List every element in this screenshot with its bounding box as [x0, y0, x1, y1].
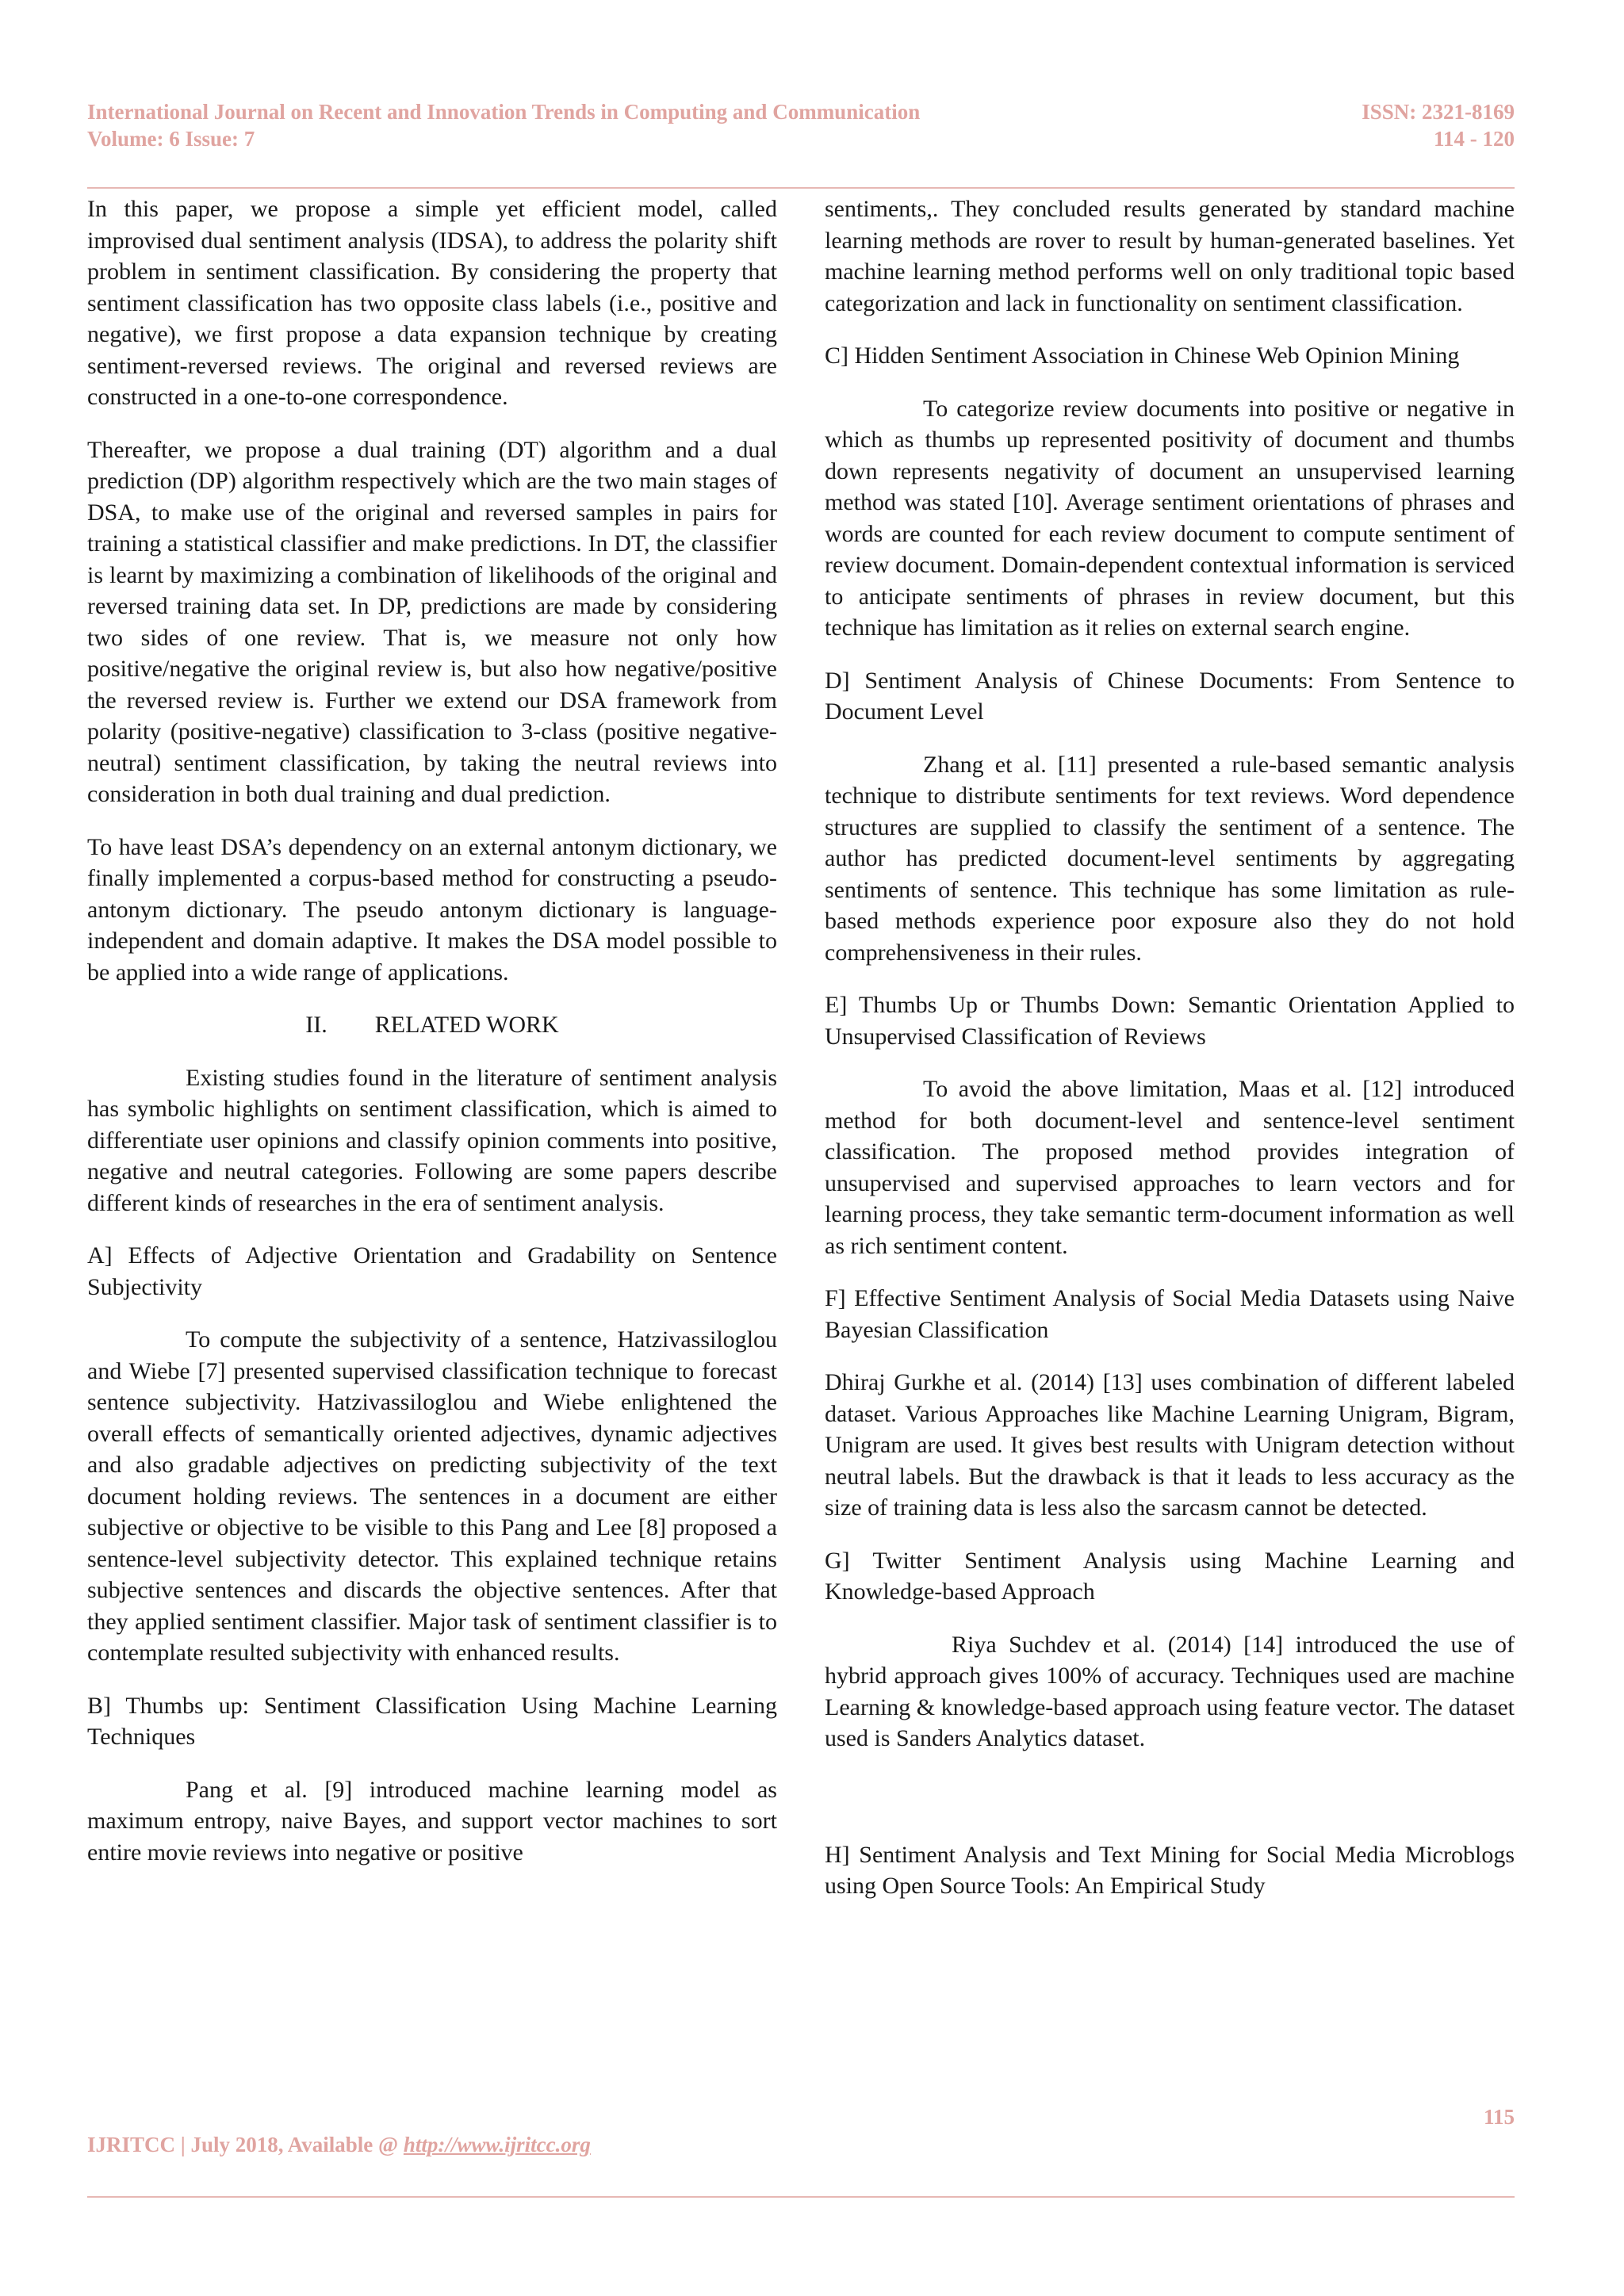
- paragraph: Existing studies found in the literature of sentiment analysis has symbolic highlights on sentiment classification, which is aimed to differentiate user opinions and classify opinion comments into positive, negative and neutral categories. Following are some papers describe different kinds of researches in the era of sentiment analysis.: [87, 1064, 777, 1216]
- journal-title: International Journal on Recent and Innovation Trends in Computing and Communication: [87, 100, 921, 124]
- right-column: [825, 193, 1515, 1923]
- paragraph: Pang et al. [9] introduced machine learning model as maximum entropy, naive Bayes, and support vector machines to sort entire movie reviews into negative or positive: [87, 1776, 777, 1866]
- page-number: 115: [1483, 2105, 1515, 2129]
- paragraph: sentiments,. They concluded results generated by standard machine learning methods are rover to result by human-generated baselines. Yet machine learning method performs well on only traditional topic based categorization and lack in functionality on sentiment classification.: [825, 196, 1515, 316]
- left-column: [87, 193, 777, 1889]
- subsection-heading: G] Twitter Sentiment Analysis using Machine Learning and Knowledge-based Approach: [825, 1547, 1515, 1605]
- paragraph: To avoid the above limitation, Maas et al. [12] introduced method for both document-level and sentence-level sentiment classification. The proposed method provides integration of unsupervised and supervised approaches to learn vectors and for learning process, they take semantic term-document information as well as rich sentiment content.: [825, 1076, 1515, 1259]
- running-header-right: [1362, 98, 1515, 152]
- issn: ISSN: 2321-8169: [1362, 100, 1515, 124]
- running-header-left: [87, 98, 920, 152]
- subsection-heading: F] Effective Sentiment Analysis of Social Media Datasets using Naive Bayesian Classification: [825, 1285, 1515, 1343]
- paragraph: Zhang et al. [11] presented a rule-based semantic analysis technique to distribute sentiments for text reviews. Word dependence structures are supplied to classify the sentiment of a sentence. The author has predicted document-level sentiments by aggregating sentiments of sentence. This technique has some limitation as rule-based methods experience poor exposure also they do not hold comprehensiveness in their rules.: [825, 751, 1515, 966]
- journal-link[interactable]: http://www.ijritcc.org: [403, 2133, 591, 2156]
- paragraph: Riya Suchdev et al. (2014) [14] introduced the use of hybrid approach gives 100% of accuracy. Techniques used are machine Learning & knowledge-based approach using feature vector. The dataset used is Sanders Analytics dataset.: [825, 1631, 1515, 1751]
- paragraph: To categorize review documents into positive or negative in which as thumbs up represented positivity of document and thumbs down represents negativity of document an unsupervised learning method was stated [10]. Average sentiment orientations of phrases and words are counted for each review document to compute sentiment of review document. Domain-dependent contextual information is serviced to anticipate sentiments of phrases in review document, but this technique has limitation as it relies on external search engine.: [825, 395, 1515, 641]
- header-rule: [87, 187, 1515, 189]
- paragraph: To have least DSA’s dependency on an external antonym dictionary, we finally implemented a corpus-based method for constructing a pseudo-antonym dictionary. The pseudo antonym dictionary is language-independent and domain adaptive. It makes the DSA model possible to be applied into a wide range of applications.: [87, 833, 777, 985]
- subsection-heading: B] Thumbs up: Sentiment Classification Using Machine Learning Techniques: [87, 1692, 777, 1750]
- spacer: [825, 1776, 1515, 1839]
- paragraph: In this paper, we propose a simple yet efficient model, called improvised dual sentiment analysis (IDSA), to address the polarity shift problem in sentiment classification. By considering the property that sentiment classification has two opposite class labels (i.e., positive and negative), we first propose a data expansion technique by creating sentiment-reversed reviews. The original and reversed reviews are constructed in a one-to-one correspondence.: [87, 196, 777, 410]
- page-range: 114 - 120: [1433, 127, 1515, 151]
- paragraph: To compute the subjectivity of a sentence, Hatzivassiloglou and Wiebe [7] presented supervised classification technique to forecast sentence subjectivity. Hatzivassiloglou and Wiebe enlightened the overall effects of semantically oriented adjectives, dynamic adjectives and also gradable adjectives on predicting subjectivity of the text document holding reviews. The sentences in a document are either subjective or objective to be visible to this Pang and Lee [8] proposed a sentence-level subjectivity detector. This explained technique retains subjective sentences and discards the objective sentences. After that they applied sentiment classifier. Major task of sentiment classifier is to contemplate resulted subjectivity with enhanced results.: [87, 1326, 777, 1666]
- subsection-heading: C] Hidden Sentiment Association in Chinese Web Opinion Mining: [825, 342, 1460, 369]
- paragraph: Dhiraj Gurkhe et al. (2014) [13] uses combination of different labeled dataset. Various Approaches like Machine Learning Unigram, Bigram, Unigram are used. It gives best results with Unigram detection without neutral labels. But the drawback is that it leads to less accuracy as the size of training data is less also the sarcasm cannot be detected.: [825, 1369, 1515, 1521]
- subsection-heading: H] Sentiment Analysis and Text Mining for Social Media Microblogs using Open Source Tools: An Empirical Study: [825, 1841, 1515, 1899]
- paragraph: Thereafter, we propose a dual training (DT) algorithm and a dual prediction (DP) algorithm respectively which are the two main stages of DSA, to make use of the original and reversed samples in pairs for training a statistical classifier and make predictions. In DT, the classifier is learnt by maximizing a combination of likelihoods of the original and reversed training data set. In DP, predictions are made by considering two sides of one review. That is, we measure not only how positive/negative the original review is, but also how negative/positive the reversed review is. Further we extend our DSA framework from polarity (positive-negative) classification to 3-class (positive negative- neutral) sentiment classification, by taking the neutral reviews into consideration in both dual training and dual prediction.: [87, 436, 777, 807]
- subsection-heading: A] Effects of Adjective Orientation and Gradability on Sentence Subjectivity: [87, 1242, 777, 1300]
- footer-text: IJRITCC | July 2018, Available @: [87, 2133, 404, 2156]
- volume-issue: Volume: 6 Issue: 7: [87, 127, 255, 151]
- footer-rule: [87, 2196, 1515, 2198]
- section-heading: II. RELATED WORK: [305, 1012, 559, 1038]
- footer: [87, 2133, 591, 2157]
- subsection-heading: D] Sentiment Analysis of Chinese Documents: From Sentence to Document Level: [825, 667, 1515, 725]
- subsection-heading: E] Thumbs Up or Thumbs Down: Semantic Orientation Applied to Unsupervised Classification of Reviews: [825, 992, 1515, 1050]
